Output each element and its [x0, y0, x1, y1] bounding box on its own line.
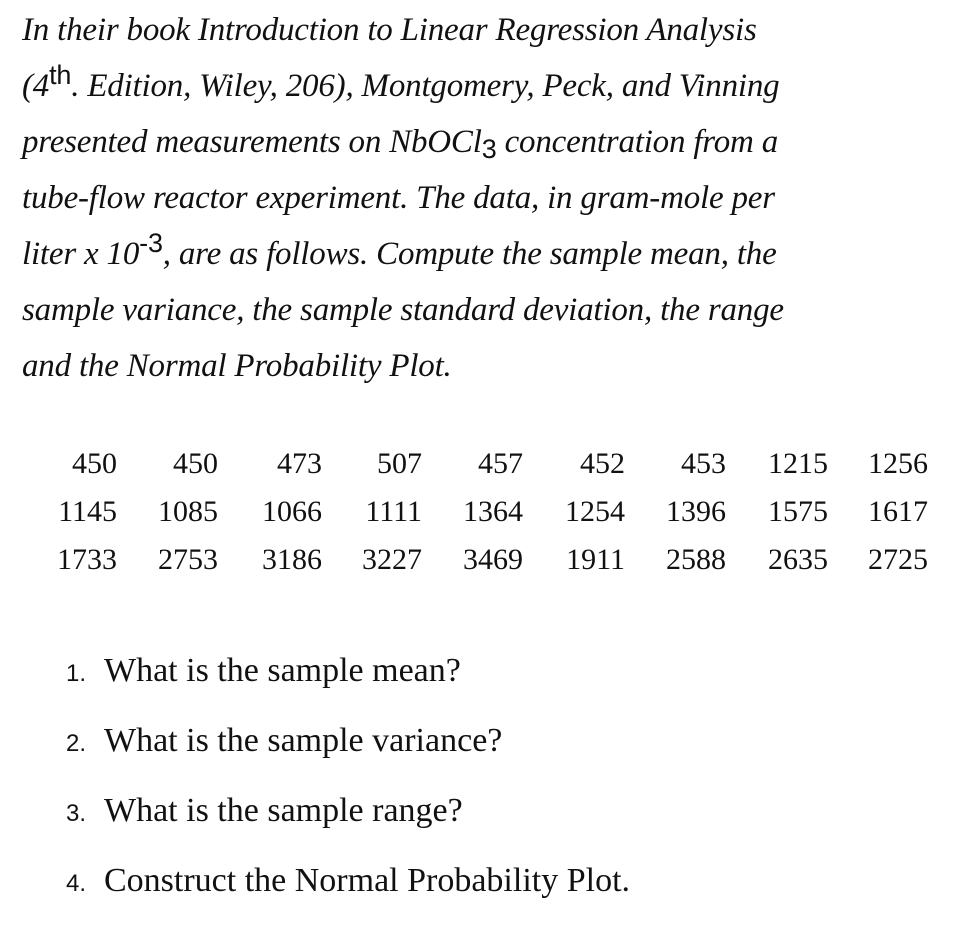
data-cell: 450	[72, 447, 117, 480]
data-cell: 2725	[868, 543, 928, 576]
table-row	[44, 440, 928, 488]
data-cell: 1256	[868, 447, 928, 480]
data-cell: 2635	[768, 543, 828, 576]
data-cell: 1215	[768, 447, 828, 480]
question-item	[66, 862, 630, 932]
question-text: What is the sample range?	[104, 792, 463, 829]
data-cell: 1575	[768, 495, 828, 528]
question-item	[66, 792, 630, 862]
data-cell: 452	[580, 447, 625, 480]
question-text: What is the sample mean?	[104, 652, 461, 689]
question-number: 3.	[66, 800, 87, 827]
statement-line-5	[22, 226, 952, 282]
data-cell: 1254	[565, 495, 625, 528]
question-number: 2.	[66, 730, 87, 757]
data-cell: 1066	[262, 495, 322, 528]
data-cell: 3227	[362, 543, 422, 576]
question-item	[66, 722, 630, 792]
data-cell: 1733	[57, 543, 117, 576]
statement-line-1: In their book Introduction to Linear Regression Analysis	[22, 12, 757, 48]
data-cell: 2588	[666, 543, 726, 576]
question-item	[66, 652, 630, 722]
data-cell: 1617	[868, 495, 928, 528]
edition-superscript: th	[49, 60, 72, 90]
statement-line-3	[22, 114, 952, 170]
statement-line-2	[22, 58, 952, 114]
data-cell: 1396	[666, 495, 726, 528]
question-text: Construct the Normal Probability Plot.	[104, 862, 631, 899]
question-list	[66, 652, 630, 932]
data-cell: 1085	[158, 495, 218, 528]
question-number: 4.	[66, 870, 87, 897]
question-number: 1.	[66, 660, 87, 687]
data-cell: 450	[173, 447, 218, 480]
edition-prefix: (4	[22, 68, 50, 104]
edition-rest: . Edition, Wiley, 206), Montgomery, Peck, and Vinning	[71, 68, 780, 104]
statement-line-4: tube-flow reactor experiment. The data, in gram-mole per	[22, 180, 775, 216]
compound-subscript: 3	[481, 134, 497, 164]
data-cell: 507	[377, 447, 422, 480]
data-cell: 473	[277, 447, 322, 480]
compound-prefix: presented measurements on NbOCl	[22, 124, 482, 160]
units-exponent: -3	[139, 228, 163, 258]
data-cell: 3469	[463, 543, 523, 576]
statement-line-7: and the Normal Probability Plot.	[22, 348, 452, 384]
data-cell: 457	[478, 447, 523, 480]
problem-statement	[22, 2, 952, 394]
data-cell: 453	[681, 447, 726, 480]
question-text: What is the sample variance?	[104, 722, 503, 759]
data-cell: 1911	[566, 543, 625, 576]
units-prefix: liter x 10	[22, 236, 140, 272]
data-cell: 3186	[262, 543, 322, 576]
data-cell: 1111	[365, 495, 422, 528]
data-cell: 1364	[463, 495, 523, 528]
compound-rest: concentration from a	[496, 124, 779, 160]
statement-line-6: sample variance, the sample standard deviation, the range	[22, 292, 784, 328]
table-row	[44, 536, 928, 584]
table-row	[44, 488, 928, 536]
data-cell: 1145	[58, 495, 117, 528]
data-cell: 2753	[158, 543, 218, 576]
concentration-data-table	[44, 440, 928, 584]
units-rest: , are as follows. Compute the sample mean, the	[162, 236, 777, 272]
